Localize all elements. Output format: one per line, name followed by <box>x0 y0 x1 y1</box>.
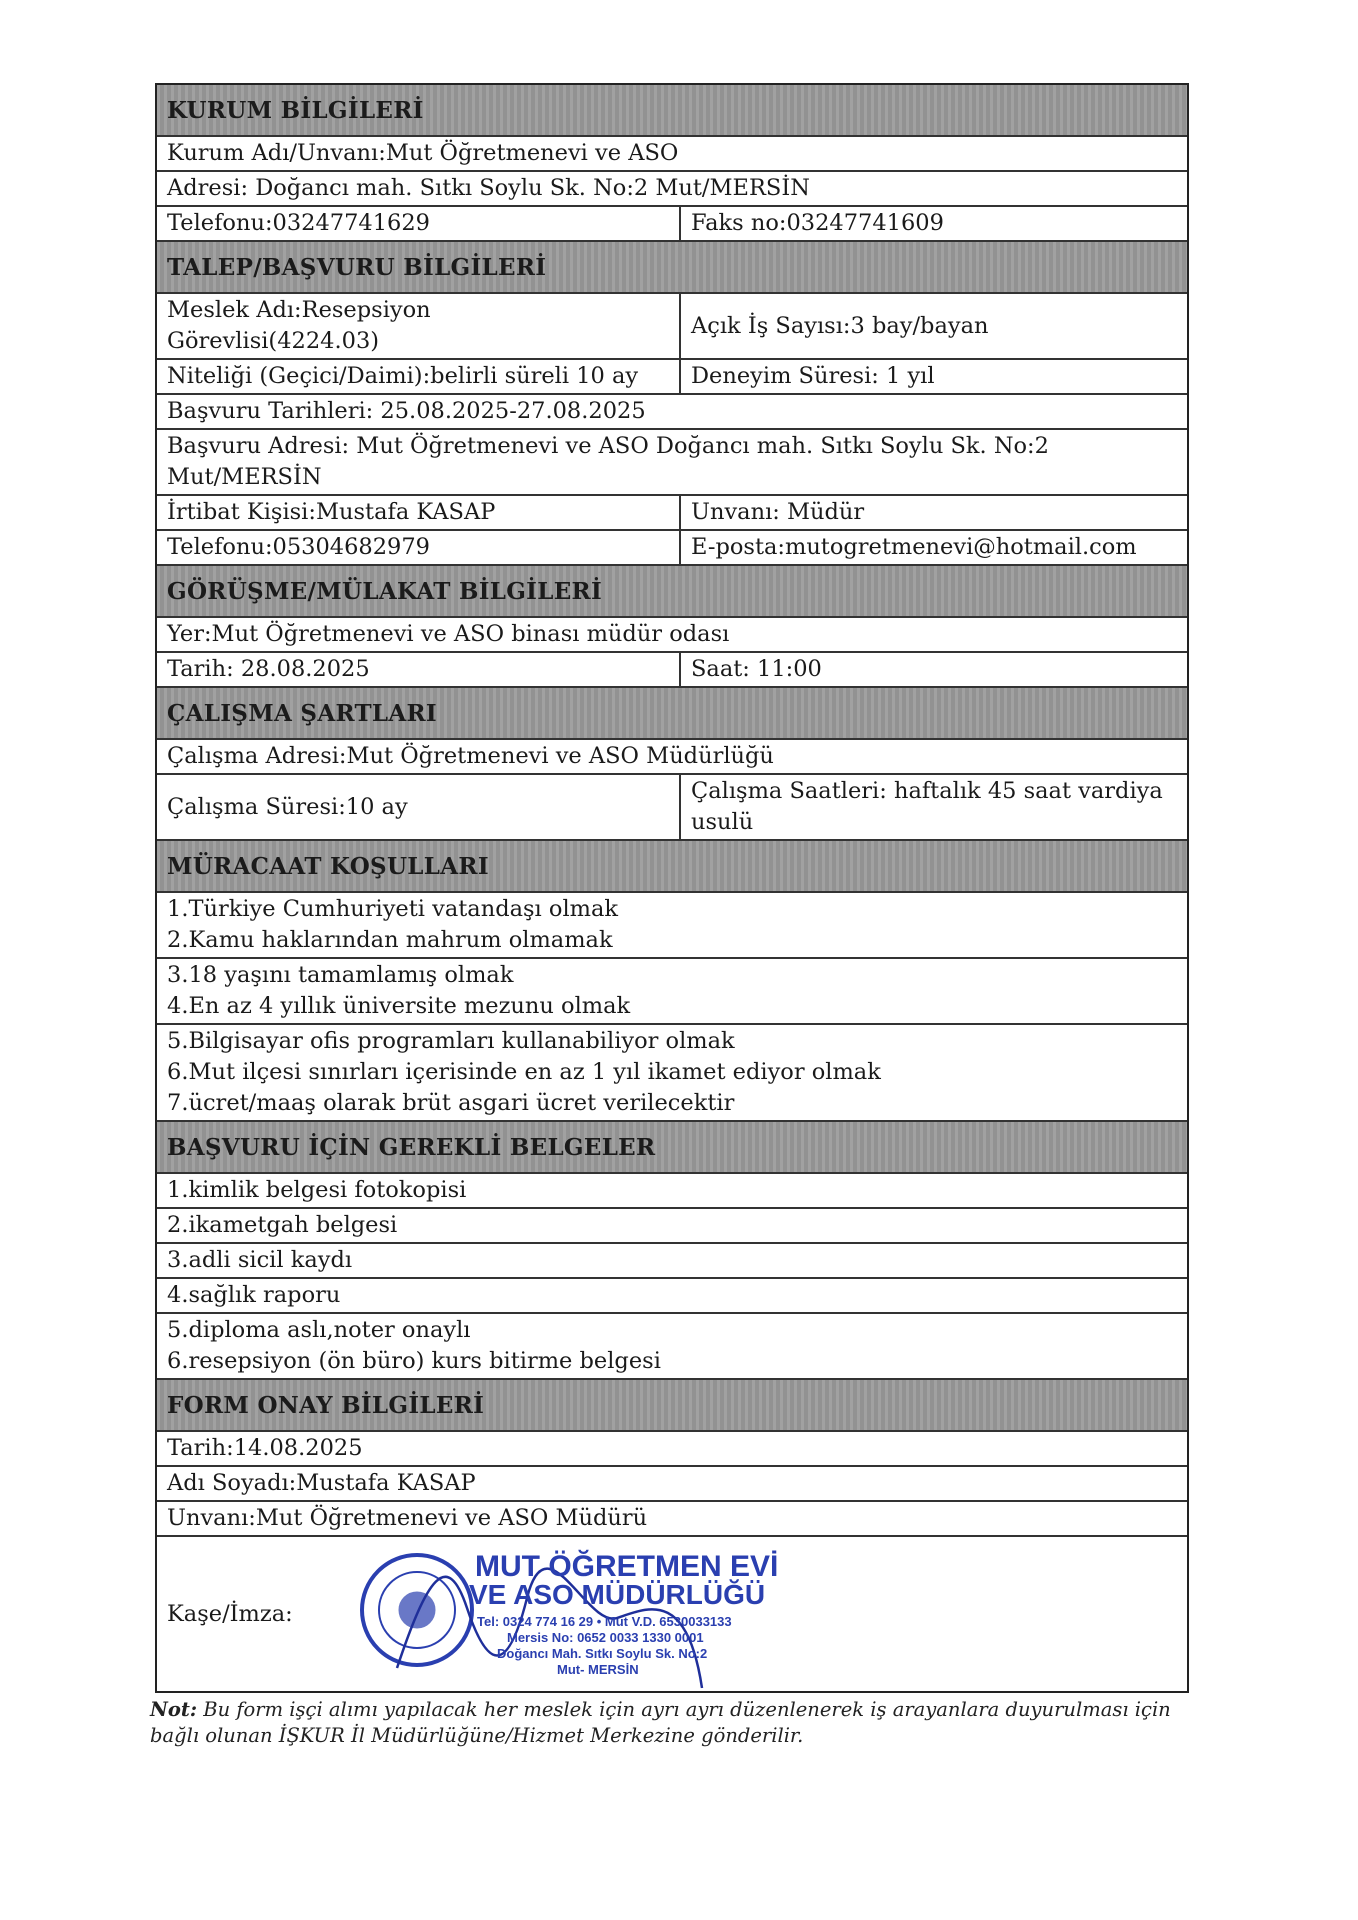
form-row <box>157 294 1187 360</box>
footer-note <box>150 1697 1200 1749</box>
stamp-seal-inner-icon <box>379 1572 455 1648</box>
section-header: ÇALIŞMA ŞARTLARI <box>157 688 1187 740</box>
form-field: Çalışma Adresi:Mut Öğretmenevi ve ASO Müdürlüğü <box>167 743 774 769</box>
form-field: Deneyim Süresi: 1 yıl <box>691 363 935 389</box>
section-header: KURUM BİLGİLERİ <box>157 85 1187 137</box>
form-field: Adresi: Doğancı mah. Sıtkı Soylu Sk. No:2 Mut/MERSİN <box>167 175 810 201</box>
form-row <box>157 775 1187 841</box>
stamp-line6: Mut- MERSİN <box>557 1662 639 1677</box>
form-row <box>157 496 1187 531</box>
form-field: 1.Türkiye Cumhuriyeti vatandaşı olmak 2.Kamu haklarından mahrum olmamak <box>167 896 619 953</box>
form-field: 3.18 yaşını tamamlamış olmak 4.En az 4 yıllık üniversite mezunu olmak <box>167 962 631 1019</box>
form-row <box>157 1502 1187 1537</box>
form-row <box>157 1025 1187 1122</box>
form-field: 2.ikametgah belgesi <box>167 1212 398 1238</box>
document <box>150 83 1189 1749</box>
note-label: Not: <box>150 1698 198 1721</box>
form-row <box>157 430 1187 496</box>
form-row <box>157 531 1187 566</box>
form-row <box>157 740 1187 775</box>
job-request-form <box>155 83 1189 1693</box>
form-field: Meslek Adı:Resepsiyon Görevlisi(4224.03) <box>157 294 681 358</box>
form-field: Çalışma Saatleri: haftalık 45 saat vardiya usulü <box>691 778 1163 835</box>
stamp-line1: MUT ÖĞRETMEN EVİ <box>475 1550 779 1583</box>
form-row <box>157 1432 1187 1467</box>
form-field: Başvuru Adresi: Mut Öğretmenevi ve ASO Doğancı mah. Sıtkı Soylu Sk. No:2 Mut/MERSİN <box>167 433 1049 490</box>
form-field: İrtibat Kişisi:Mustafa KASAP <box>157 496 681 529</box>
signature-icon <box>397 1569 702 1688</box>
form-row <box>157 360 1187 395</box>
note-text: Bu form işçi alımı yapılacak her meslek için ayrı ayrı düzenlenerek iş arayanlara duyurulması için bağlı olunan İŞKUR İl Müdürlüğüne/Hizmet Merkezine gönderilir. <box>150 1698 1171 1747</box>
section-header: TALEP/BAŞVURU BİLGİLERİ <box>157 242 1187 294</box>
form-field: 5.Bilgisayar ofis programları kullanabiliyor olmak 6.Mut ilçesi sınırları içerisinde en az 1 yıl ikamet ediyor olmak 7.ücret/maaş olarak brüt asgari ücret verilecektir <box>167 1028 881 1116</box>
stamp-line2: VE ASO MÜDÜRLÜĞÜ <box>469 1579 766 1610</box>
form-field: Telefonu:03247741629 <box>157 207 681 240</box>
form-field: 4.sağlık raporu <box>167 1282 341 1308</box>
form-field: Başvuru Tarihleri: 25.08.2025-27.08.2025 <box>167 398 646 424</box>
form-row <box>157 1537 1187 1691</box>
form-row <box>157 1467 1187 1502</box>
form-row <box>157 1279 1187 1314</box>
form-row <box>157 653 1187 688</box>
form-field: 3.adli sicil kaydı <box>167 1247 353 1273</box>
section-header: GÖRÜŞME/MÜLAKAT BİLGİLERİ <box>157 566 1187 618</box>
form-field: Unvanı:Mut Öğretmenevi ve ASO Müdürü <box>167 1505 648 1531</box>
form-field: Kurum Adı/Unvanı:Mut Öğretmenevi ve ASO <box>167 140 679 166</box>
section-header: MÜRACAAT KOŞULLARI <box>157 841 1187 893</box>
section-header: BAŞVURU İÇİN GEREKLİ BELGELER <box>157 1122 1187 1174</box>
stamp-line5: Doğancı Mah. Sıtkı Soylu Sk. No:2 <box>497 1646 708 1661</box>
form-field: Niteliği (Geçici/Daimi):belirli süreli 10 ay <box>157 360 681 393</box>
form-row <box>157 893 1187 959</box>
form-row <box>157 172 1187 207</box>
stamp-emblem-icon <box>399 1592 435 1628</box>
form-field: Yer:Mut Öğretmenevi ve ASO binası müdür odası <box>167 621 730 647</box>
form-field: Tarih:14.08.2025 <box>167 1435 363 1461</box>
form-field: 5.diploma aslı,noter onaylı 6.resepsiyon (ön büro) kurs bitirme belgesi <box>167 1317 661 1374</box>
form-row <box>157 1314 1187 1380</box>
form-row <box>157 618 1187 653</box>
official-stamp <box>357 1538 779 1688</box>
section-header: FORM ONAY BİLGİLERİ <box>157 1380 1187 1432</box>
form-field: Saat: 11:00 <box>691 656 822 682</box>
stamp-line3: Tel: 0324 774 16 29 • Mut V.D. 6530033133 <box>477 1614 732 1629</box>
signature-field: Kaşe/İmza: MUT ÖĞRETMEN EVİ VE ASO MÜDÜRLÜĞÜ Tel: 0324 774 16 29 • Mut V.D. 6530033133 Mersis No: 0652 0033 1330 0001 Doğancı Mah. Sıtkı Soylu Sk. No:2 Mut- MERSİN <box>157 1537 1187 1691</box>
form-field: Açık İş Sayısı:3 bay/bayan <box>691 312 989 339</box>
stamp-line4: Mersis No: 0652 0033 1330 0001 <box>507 1630 704 1645</box>
form-field: Telefonu:05304682979 <box>157 531 681 564</box>
form-field: Çalışma Süresi:10 ay <box>157 775 681 839</box>
form-row <box>157 1209 1187 1244</box>
stamp-seal-outer-icon <box>362 1555 472 1665</box>
form-field: Adı Soyadı:Mustafa KASAP <box>167 1470 476 1496</box>
form-field: Faks no:03247741609 <box>691 210 944 236</box>
form-field: Unvanı: Müdür <box>691 499 865 525</box>
form-row <box>157 959 1187 1025</box>
form-row <box>157 1174 1187 1209</box>
form-row <box>157 395 1187 430</box>
form-field: 1.kimlik belgesi fotokopisi <box>167 1177 467 1203</box>
form-row <box>157 137 1187 172</box>
form-field: Tarih: 28.08.2025 <box>157 653 681 686</box>
form-row <box>157 207 1187 242</box>
form-field: E-posta:mutogretmenevi@hotmail.com <box>691 534 1137 560</box>
form-row <box>157 1244 1187 1279</box>
